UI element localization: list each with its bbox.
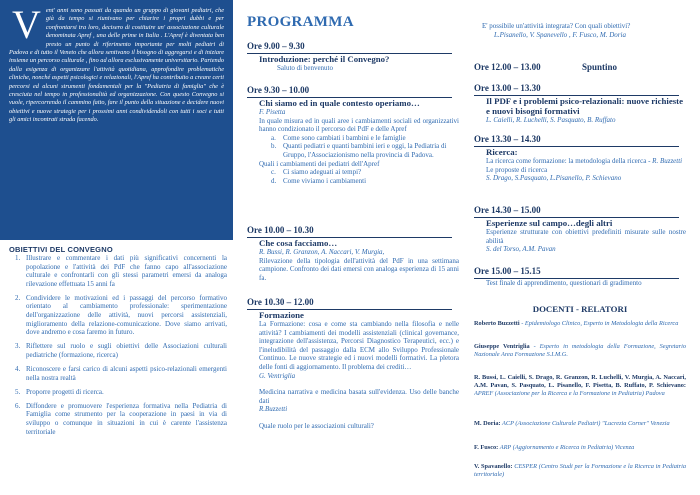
speakers-title: DOCENTI - RELATORI <box>532 304 628 314</box>
session-time: Ore 12.00 – 13.00 <box>474 62 541 72</box>
objective-text: Condividere le motivazioni ed i passaggi del percorso formativo orientato al cambiamento professionale: sperimentazione dell'organizzazione delle attività, nuovi percorsi assistenziali, miglioramento della relazione-comunicazione. Dove siamo arrivati, dove andremo e cosa faremo in futuro. <box>26 293 227 337</box>
objective-number: 1. <box>15 254 21 262</box>
session-4 <box>247 297 459 431</box>
session-body: Le proposte di ricerca <box>486 165 548 174</box>
sub-item-letter: d. <box>271 176 277 185</box>
sub-item-text: Come sono cambiati i bambini e le famiglie <box>283 133 406 142</box>
speaker-name: V. Spavanello: <box>474 463 513 470</box>
objective-item <box>5 254 227 288</box>
session-title: Ricerca: <box>486 147 518 157</box>
session-author: S. del Torso, A.M. Pavan <box>486 245 556 254</box>
sub-item <box>247 134 459 143</box>
session-title: Che cosa facciamo… <box>259 238 338 248</box>
intro-panel <box>0 0 233 240</box>
session-time: Ore 13.30 – 14.30 <box>474 134 541 144</box>
program-column <box>247 0 459 495</box>
sub-item-letter: a. <box>271 133 276 142</box>
session-body: La Formazione: cosa e come sta cambiando nella filosofia e nelle attività? I cambiamenti dei modelli assistenziali (clinical governance, integrazione dell'assistenza, Percorsi Diagnostico Terapeutici, ecc.) e l'ineludibilità del passaggio dalla ECM allo Sviluppo Professionale Continuo. Le nuove strategie ed i nuovi modelli formativi. La pletora delle fonti di aggiornamento. Il problema dei crediti… <box>259 320 459 371</box>
session-3 <box>247 225 459 282</box>
session-body: Esperienze strutturate con obiettivi predefiniti misurate sulle nostre abilità <box>486 228 686 245</box>
program-title: PROGRAMMA <box>247 14 354 30</box>
session-5 <box>474 83 686 125</box>
session-time: Ore 10.30 – 12.00 <box>247 297 314 307</box>
session-author: R. Bussi, R. Granzon, A. Naccari, V. Murgia, <box>259 248 385 256</box>
session-2 <box>247 85 459 185</box>
session-title: Chi siamo ed in quale contesto operiamo… <box>259 98 420 108</box>
session-time: Ore 13.00 – 13.30 <box>474 83 541 93</box>
session-6 <box>474 134 686 183</box>
session-continued <box>474 22 686 39</box>
speaker-description: ARP (Aggiornamento e Ricerca in Pediatria) Vicenza <box>498 444 635 451</box>
speaker-name: F. Fusco: <box>474 444 499 451</box>
sub-item <box>247 177 459 186</box>
session-7 <box>474 205 686 254</box>
speaker-entry <box>474 343 686 359</box>
sub-item-letter: b. <box>271 142 277 151</box>
session-author: L. Caielli, R. Luchelli, S. Pasquato, B. Ruffato <box>486 116 616 124</box>
session-time: Ore 9.00 – 9.30 <box>247 41 305 51</box>
objectives-list <box>5 254 227 442</box>
objective-text: Diffondere e promuovere l'esperienza formativa nella Pediatria di Famiglia come strumento per la cooperazione in paesi in via di sviluppo o comunque in situazioni in cui è carente l'assistenza territoriale <box>26 401 227 436</box>
session-title: Il PDF e i problemi psico-relazionali: nuove richieste e nuovi bisogni formativi <box>486 96 684 116</box>
objective-item <box>5 365 227 382</box>
speaker-entry <box>474 444 686 452</box>
objective-text: Illustrare e commentare i dati più significativi concernenti la popolazione e l'attività dei PdF che fanno capo all'associazione culturale e confrontarli con gli stessi parametri emersi da analoga rilevazione effettuata 15 anni fa <box>26 254 227 288</box>
session-1 <box>247 41 459 73</box>
sub-item-text: Quanti pediatri e quanti bambini ieri e oggi, la Pediatria di Gruppo, l'Associazionismo nella provincia di Padova. <box>283 142 447 159</box>
speaker-name: Roberto Buzzetti <box>474 320 520 327</box>
sub-item-text: Ci siamo adeguati ai tempi? <box>283 168 362 177</box>
session-body-text: La ricerca come formazione: la metodologia della ricerca - <box>486 157 651 165</box>
lunch-row <box>474 62 686 72</box>
objective-item <box>5 402 227 436</box>
session-title: Esperienze sul campo…degli altri <box>486 218 613 228</box>
speaker-description: ACP (Associazione Culturale Pediatri) "Lucrezia Corner" Venezia <box>500 420 670 427</box>
intro-dropcap: V <box>12 2 41 47</box>
objectives-title: OBIETTIVI DEL CONVEGNO <box>9 245 113 254</box>
sub-item-letter: c. <box>271 168 276 177</box>
objective-text: Riflettere sul ruolo e sugli obiettivi delle Associazioni culturali pediatriche (formazione, ricerca) <box>26 342 227 359</box>
speaker-entry <box>474 463 686 479</box>
objective-item <box>5 342 227 359</box>
speaker-description: - Esperto in metodologia della Formazione, Segretario Nazionale Area Formazione S.I.M.G. <box>474 343 686 358</box>
objective-number: 3. <box>15 342 21 351</box>
session-time: Ore 14.30 – 15.00 <box>474 205 541 215</box>
session-body: Rilevazione della tipologia dell'attività del PdF in una settimana campione. Confronto dei dati emersi con analoga esperienza di 15 anni fa. <box>259 256 459 282</box>
speaker-name: M. Doria: <box>474 420 501 427</box>
right-column <box>474 0 694 495</box>
speaker-description: APREF (Associazione per la Ricerca e la Formazione in Pediatria) Padova <box>474 389 665 397</box>
speaker-description: CESPER (Centro Studi per la Formazione e la Ricerca in Pediatria territoriale) <box>474 463 687 478</box>
session-body: Test finale di apprendimento, questionari di gradimento <box>486 279 642 287</box>
sub-item-text: Come viviamo i cambiamenti <box>283 176 367 185</box>
objective-text: Riconoscere e farsi carico di alcuni aspetti psico-relazionali emergenti nella nostra realtà <box>26 365 227 382</box>
session-body: In quale misura ed in quali aree i cambiamenti sociali ed organizzativi hanno condizionato il percorso dei PdF e delle Apref <box>259 116 459 134</box>
objective-text: Proporre progetti di ricerca. <box>26 387 104 396</box>
session-title: Introduzione: perché il Convegno? <box>259 54 390 64</box>
speaker-name: R. Bussi, L. Caielli, S. Drago, R. Granzon, R. Luchelli, V. Murgia, A. Naccari, A.M. Pavan, S. Pasquato, L. Pisanello, F. Pisetta, B. Ruffato, P. Schievano: <box>474 374 686 389</box>
sub-item <box>247 168 459 177</box>
session-title: Formazione <box>259 310 304 320</box>
session-author: F. Pisetta <box>259 108 286 116</box>
session-author: S. Drago, S.Pasquato, L.Pisanello, P. Schievano <box>486 174 622 183</box>
session-body <box>474 157 686 166</box>
objective-number: 5. <box>15 387 21 396</box>
speaker-entry <box>474 320 686 328</box>
sub-item <box>247 142 459 159</box>
session-body-author: R. Buzzetti <box>652 157 683 165</box>
speaker-entry <box>474 420 686 428</box>
objective-number: 4. <box>15 365 21 374</box>
lunch-break <box>474 62 686 72</box>
intro-text: ent' anni sono passati da quando un gruppo di giovani pediatri, che già da tempo si riunivano per chiarire i propri dubbi e per confrontarsi tra loro, decisero di costituire un' associazione culturale denominata Apref , una delle prime in Italia . L'Apref è diventata ben presto un punto di riferimento importante per molti pediatri di Padova e di tutto il Veneto che allora sentivano il bisogno di aggregarsi e di iniziare insieme un percorso culturale , fino ad allora esclusivamente universitario. Partendo dalla esigenza di organizzare l'attività quotidiana, approfondire problematiche cliniche, nonché aspetti psicologici e relazionali, l'Apref ha contribuito a creare certi percorsi ed alcuni strumenti fondamentali per la "Pediatria di famiglia" che è cresciuta nel tempo in professionalità ed organizzazione. Con questo Convegno si vuole, ripercorrendo il cammino fatto, fare il punto della situazione e decidere nuovi obiettivi e nuove strategie per i prossimi anni condividendoli con tutti i soci e tutti gli amici incontrati strada facendo. <box>9 7 224 124</box>
objective-number: 2. <box>15 293 21 302</box>
session-body: Quali i cambiamenti dei pediatri dell'Apref <box>259 159 380 168</box>
lunch-label: Spuntino <box>582 62 618 72</box>
speaker-description: - Epidemiologo Clinico, Esperto in Metodologia della Ricerca <box>519 320 679 327</box>
speaker-name: Giuseppe Ventriglia <box>474 343 530 350</box>
objective-item <box>5 388 227 397</box>
session-8 <box>474 266 686 288</box>
session-author: L.Pisanello, V. Spanevello , F. Fusco, M. Doria <box>494 30 626 39</box>
session-time: Ore 10.00 – 10.30 <box>247 225 314 235</box>
objective-number: 6. <box>15 401 21 410</box>
session-body: E' possibile un'attività integrata? Con quali obiettivi? <box>482 22 631 30</box>
session-body: Saluto di benvenuto <box>277 64 333 72</box>
objective-item <box>5 294 227 337</box>
session-time: Ore 15.00 – 15.15 <box>474 266 541 276</box>
session-author: G. Ventriglia <box>259 371 296 380</box>
left-column <box>0 0 233 495</box>
session-body: Medicina narrativa e medicina basata sull'evidenza. Uso delle banche dati <box>259 388 459 405</box>
session-body: Quale ruolo per le associazioni culturali? <box>259 421 374 430</box>
speaker-entry <box>474 374 686 397</box>
session-author: R.Buzzetti <box>259 405 288 414</box>
session-time: Ore 9.30 – 10.00 <box>247 85 310 95</box>
